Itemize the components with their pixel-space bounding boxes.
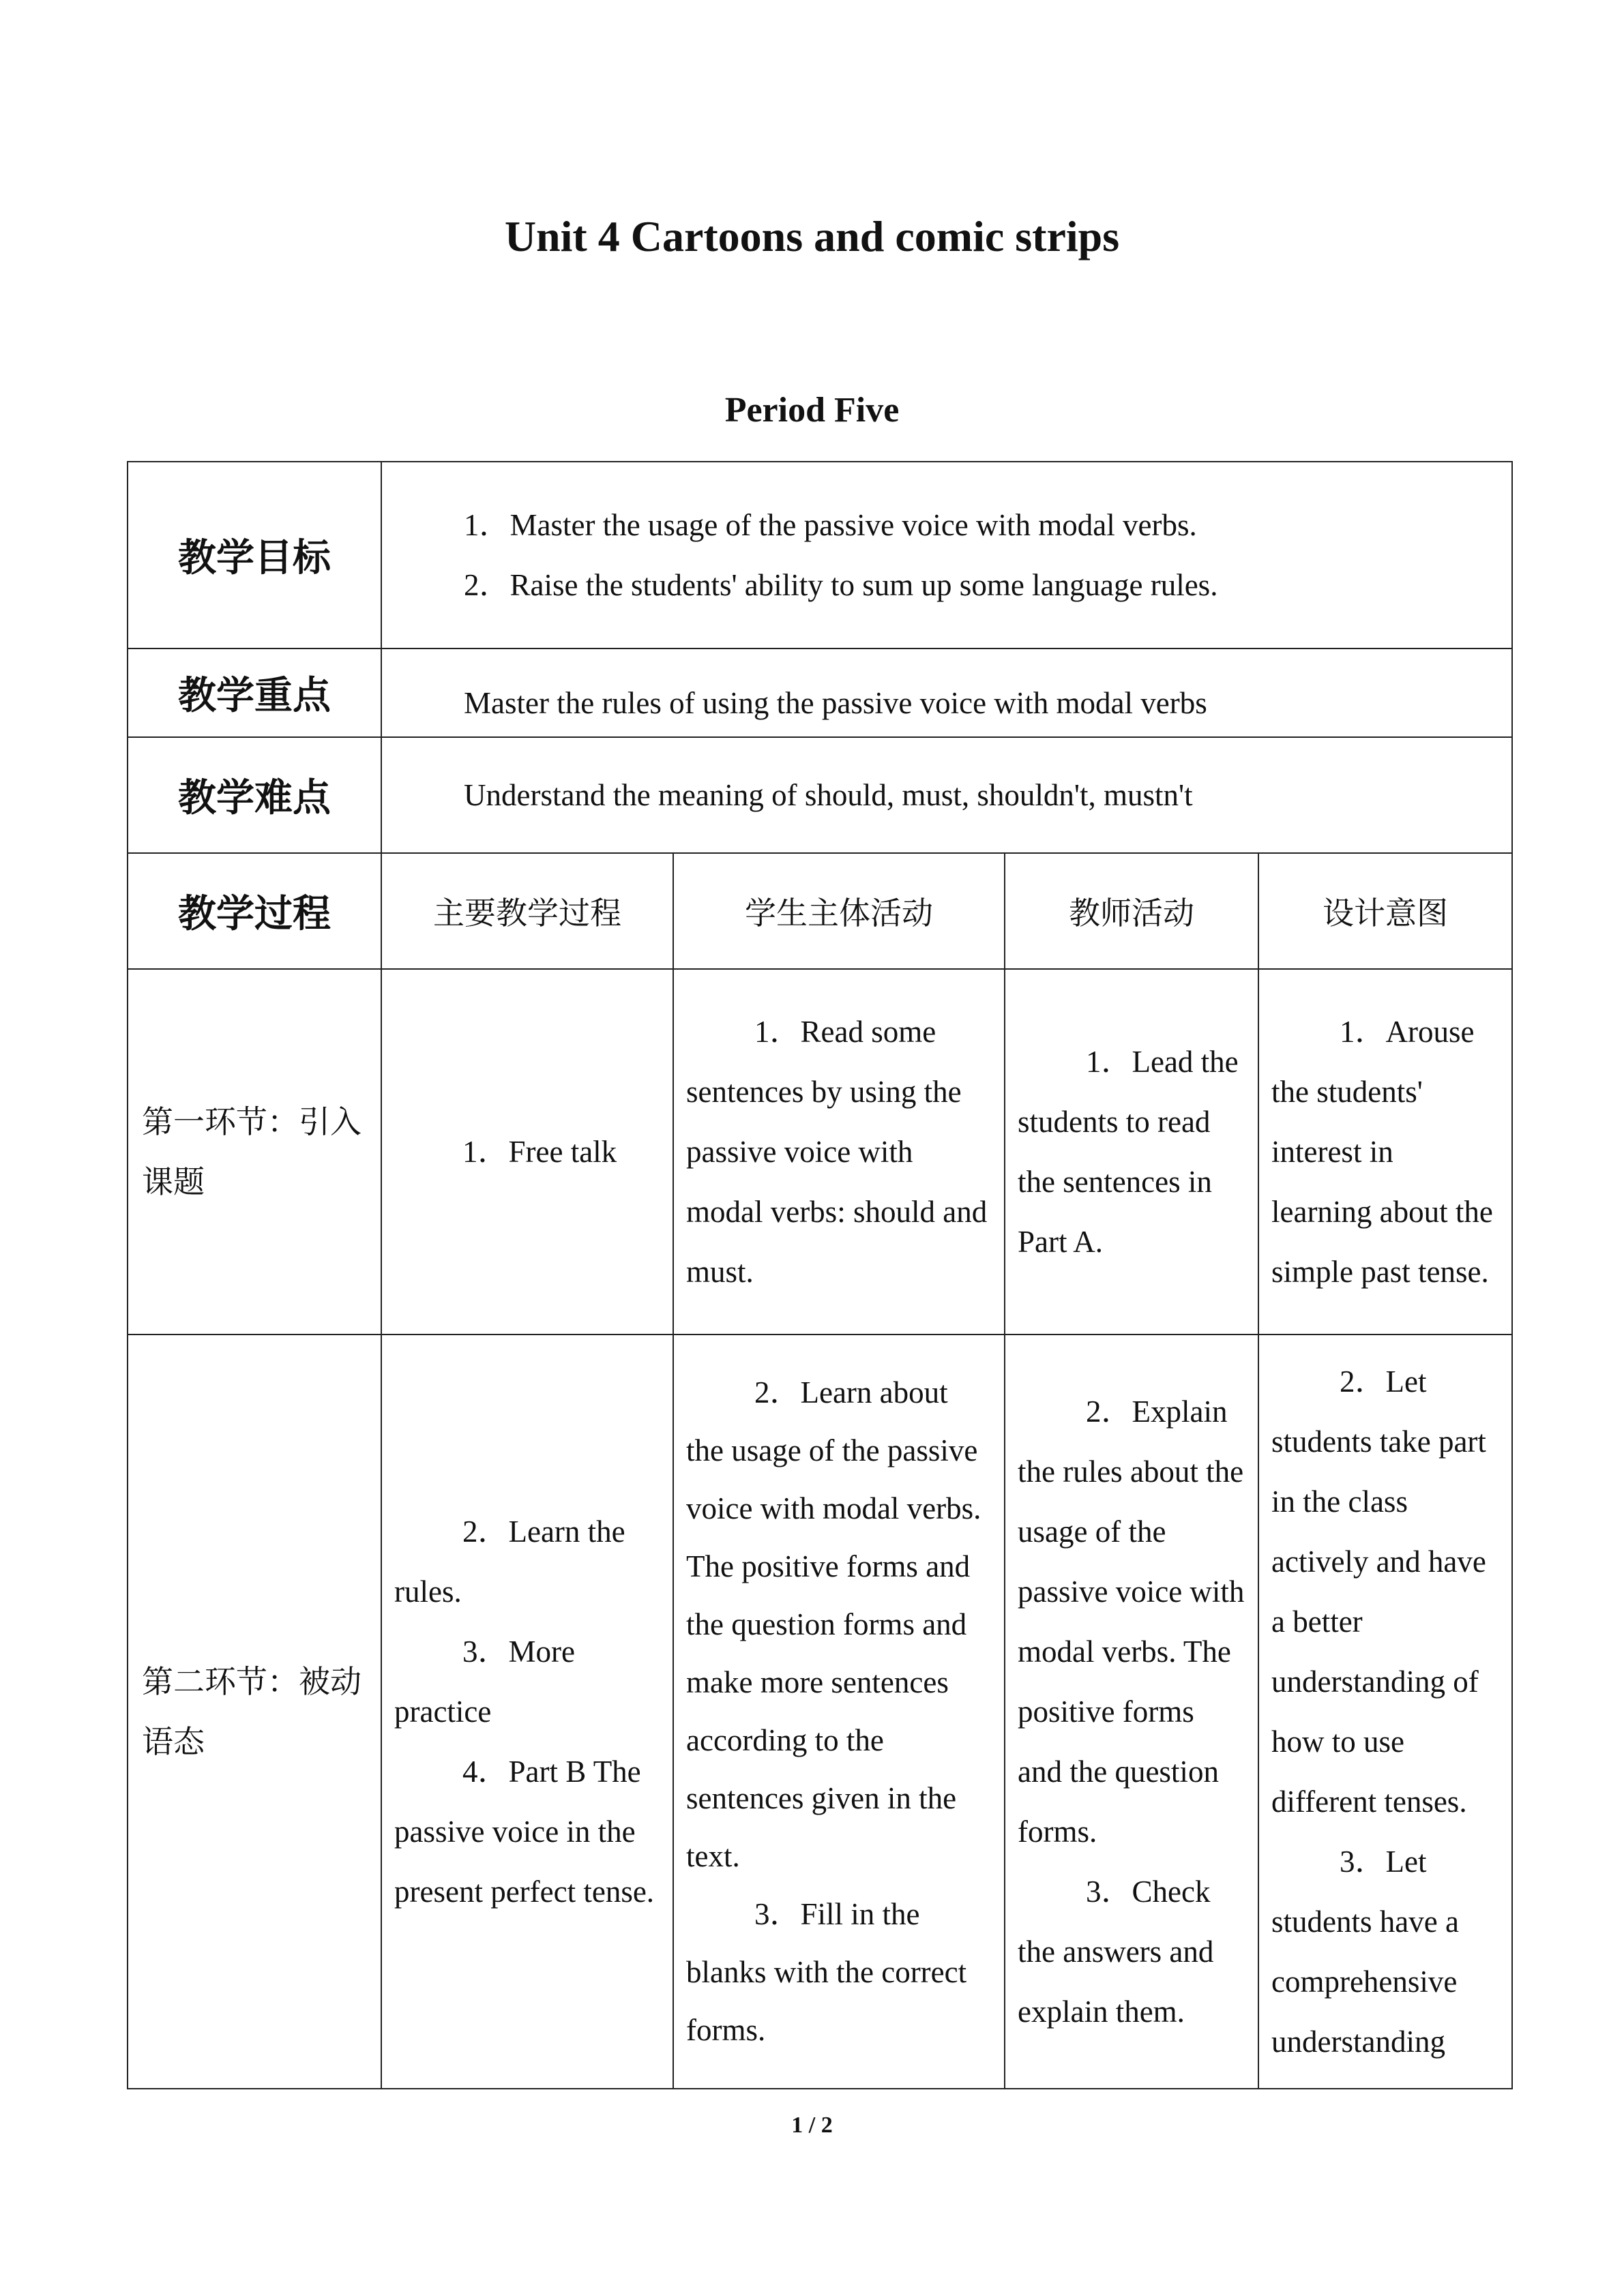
key-points-content: Master the rules of using the passive voice with modal verbs bbox=[381, 648, 1512, 737]
teacher-activity-item: 1．Lead the students to read the sentences in Part A. bbox=[1018, 1045, 1239, 1259]
objectives-content bbox=[381, 462, 1512, 648]
stage-design-purpose bbox=[1258, 1335, 1512, 2089]
main-process-item: 1．Free talk bbox=[462, 1135, 617, 1169]
teacher-activity-item: 3．Check the answers and explain them. bbox=[1018, 1875, 1214, 2029]
document-subtitle: Period Five bbox=[724, 391, 900, 430]
stage-teacher-activity bbox=[1005, 1335, 1258, 2089]
process-label: 教学过程 bbox=[128, 853, 381, 969]
stage-name: 第一环节：引入课题 bbox=[128, 969, 381, 1335]
column-header-teacher-activity: 教师活动 bbox=[1005, 853, 1258, 969]
stage-student-activity bbox=[673, 1335, 1005, 2089]
difficulties-row bbox=[128, 737, 1512, 853]
objective-item: 1．Master the usage of the passive voice with modal verbs. bbox=[464, 508, 1197, 542]
column-header-design-purpose: 设计意图 bbox=[1258, 853, 1512, 969]
design-purpose-item: 1．Arouse the students' interest in learning about the simple past tense. bbox=[1271, 1015, 1493, 1289]
stage-main-process bbox=[381, 969, 673, 1335]
stage-student-activity bbox=[673, 969, 1005, 1335]
stage-main-process bbox=[381, 1335, 673, 2089]
process-header-row bbox=[128, 853, 1512, 969]
stage-name: 第二环节：被动语态 bbox=[128, 1335, 381, 2089]
column-header-student-activity: 学生主体活动 bbox=[673, 853, 1005, 969]
main-process-item: 4．Part B The passive voice in the present perfect tense. bbox=[394, 1755, 655, 1909]
stage-teacher-activity bbox=[1005, 969, 1258, 1335]
objectives-label: 教学目标 bbox=[128, 462, 381, 648]
stage-design-purpose bbox=[1258, 969, 1512, 1335]
student-activity-item: 3．Fill in the blanks with the correct forms. bbox=[686, 1897, 967, 2047]
key-points-row bbox=[128, 648, 1512, 737]
document-title: Unit 4 Cartoons and comic strips bbox=[504, 212, 1120, 260]
objective-item: 2．Raise the students' ability to sum up some language rules. bbox=[464, 568, 1218, 602]
stage-row-1 bbox=[128, 969, 1512, 1335]
stage-row-2 bbox=[128, 1335, 1512, 2089]
design-purpose-item: 2．Let students take part in the class actively and have a better understanding of how to use different tenses. bbox=[1271, 1365, 1486, 1819]
difficulties-content: Understand the meaning of should, must, shouldn't, mustn't bbox=[381, 737, 1512, 853]
page-number: 1 / 2 bbox=[791, 2113, 833, 2138]
column-header-main-process: 主要教学过程 bbox=[381, 853, 673, 969]
key-points-label: 教学重点 bbox=[128, 648, 381, 737]
teacher-activity-item: 2．Explain the rules about the usage of the passive voice with modal verbs. The positive forms and the question forms. bbox=[1018, 1395, 1245, 1849]
lesson-plan-table bbox=[127, 461, 1513, 2089]
main-process-item: 3．More practice bbox=[394, 1635, 575, 1729]
main-process-item: 2．Learn the rules. bbox=[394, 1515, 625, 1609]
student-activity-item: 2．Learn about the usage of the passive voice with modal verbs. The positive forms and the question forms and make more sentences according to the sentences given in the text. bbox=[686, 1375, 981, 1873]
objectives-row bbox=[128, 462, 1512, 648]
student-activity-item: 1．Read some sentences by using the passive voice with modal verbs: should and must. bbox=[686, 1015, 988, 1289]
difficulties-label: 教学难点 bbox=[128, 737, 381, 853]
design-purpose-item: 3．Let students have a comprehensive understanding bbox=[1271, 1845, 1459, 2059]
